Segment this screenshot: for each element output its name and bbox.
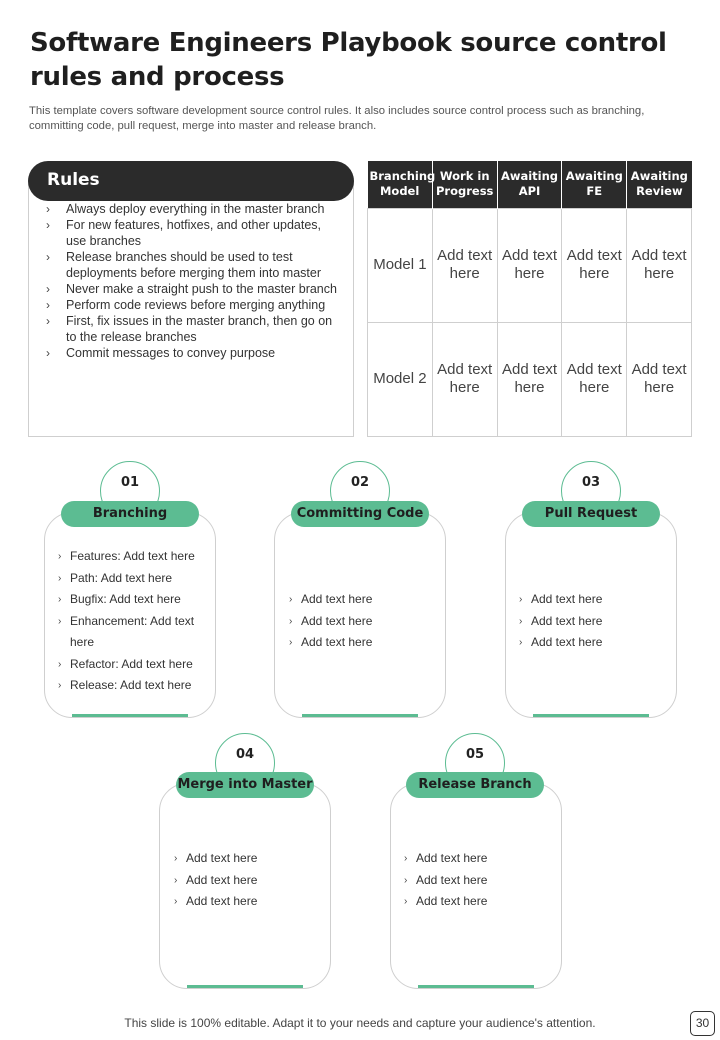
chevron-right-icon: › <box>404 853 408 864</box>
table-cell: Add text here <box>432 322 497 436</box>
table-header-cell: Awaiting API <box>497 161 562 208</box>
chevron-right-icon: › <box>46 202 50 216</box>
step-title-pill: Release Branch <box>406 772 544 798</box>
list-item: › Release: Add text here <box>58 675 208 697</box>
chevron-right-icon: › <box>404 874 408 886</box>
list-item: › Features: Add text here <box>58 546 208 568</box>
list-item: › Add text here <box>404 870 554 892</box>
rule-item: › Always deploy everything in the master branch <box>46 202 325 216</box>
table-cell: Add text here <box>627 322 692 436</box>
chevron-right-icon: › <box>46 282 50 296</box>
list-item: › Add text here <box>174 848 324 870</box>
branching-model-table <box>367 161 692 437</box>
table-cell: Add text here <box>562 322 627 436</box>
card-accent-line <box>187 985 303 988</box>
table-cell: Model 2 <box>368 322 433 436</box>
rule-item: › Release branches should be used to test deployments before merging them into master <box>46 250 321 280</box>
table-cell: Add text here <box>432 208 497 322</box>
chevron-right-icon: › <box>519 615 523 627</box>
step-number-badge: 01 <box>100 461 160 521</box>
rules-list <box>44 201 344 361</box>
chevron-right-icon: › <box>174 896 178 907</box>
step-list <box>58 546 208 697</box>
chevron-right-icon: › <box>289 637 293 648</box>
step-number-badge: 05 <box>445 733 505 793</box>
list-item: › Add text here <box>519 611 669 633</box>
rule-item: › Never make a straight push to the master branch <box>46 282 337 296</box>
table-header-cell: Awaiting Review <box>627 161 692 208</box>
page-title: Software Engineers Playbook source control rules and process <box>30 28 667 92</box>
list-item: › Refactor: Add text here <box>58 654 208 676</box>
table-cell: Add text here <box>497 322 562 436</box>
list-item: › Add text here <box>289 589 439 611</box>
rule-item: › Perform code reviews before merging anything <box>46 298 326 312</box>
card-accent-line <box>533 714 649 717</box>
step-list <box>174 848 324 913</box>
rule-item: › Commit messages to convey purpose <box>46 346 276 360</box>
list-item: › Add text here <box>404 848 554 870</box>
chevron-right-icon: › <box>404 896 408 907</box>
list-item: › Path: Add text here <box>58 568 208 590</box>
chevron-right-icon: › <box>58 658 62 670</box>
list-item: › Add text here <box>404 891 554 913</box>
card-accent-line <box>72 714 188 717</box>
step-number-badge: 02 <box>330 461 390 521</box>
step-number-badge: 04 <box>215 733 275 793</box>
step-title-pill: Merge into Master <box>176 772 314 798</box>
step-title-pill: Committing Code <box>291 501 429 527</box>
table-row <box>368 208 692 322</box>
chevron-right-icon: › <box>58 680 62 691</box>
rule-item: › For new features, hotfixes, and other updates, use branches <box>46 218 322 248</box>
list-item: › Bugfix: Add text here <box>58 589 208 611</box>
step-list <box>289 589 439 654</box>
chevron-right-icon: › <box>46 250 50 264</box>
chevron-right-icon: › <box>519 594 523 605</box>
list-item: › Add text here <box>289 611 439 633</box>
step-title-pill: Branching <box>61 501 199 527</box>
page-subtitle: This template covers software development source control rules. It also includes source control process such as branching, committing code, pull request, merge into master and release branch. <box>29 105 645 132</box>
chevron-right-icon: › <box>289 615 293 627</box>
card-accent-line <box>418 985 534 988</box>
chevron-right-icon: › <box>46 218 50 232</box>
table-cell: Add text here <box>562 208 627 322</box>
table-cell: Model 1 <box>368 208 433 322</box>
step-list <box>404 848 554 913</box>
list-item: › Add text here <box>289 632 439 654</box>
chevron-right-icon: › <box>58 572 62 584</box>
table-header-cell: Work in Progress <box>432 161 497 208</box>
chevron-right-icon: › <box>174 853 178 864</box>
chevron-right-icon: › <box>519 637 523 648</box>
table-header-row <box>368 161 692 208</box>
rule-item: › First, fix issues in the master branch, then go on to the release branches <box>46 314 333 344</box>
chevron-right-icon: › <box>289 594 293 605</box>
rules-heading: Rules <box>47 170 100 190</box>
chevron-right-icon: › <box>58 594 62 605</box>
card-accent-line <box>302 714 418 717</box>
chevron-right-icon: › <box>174 874 178 886</box>
table-header-cell: Awaiting FE <box>562 161 627 208</box>
chevron-right-icon: › <box>58 551 62 562</box>
chevron-right-icon: › <box>46 314 50 328</box>
page-number: 30 <box>690 1011 715 1036</box>
step-list <box>519 589 669 654</box>
chevron-right-icon: › <box>46 346 50 360</box>
chevron-right-icon: › <box>46 298 50 312</box>
list-item: › Add text here <box>174 870 324 892</box>
list-item: › Add text here <box>519 632 669 654</box>
chevron-right-icon: › <box>58 615 62 627</box>
list-item: › Add text here <box>174 891 324 913</box>
table-cell: Add text here <box>627 208 692 322</box>
table-cell: Add text here <box>497 208 562 322</box>
list-item: › Add text here <box>519 589 669 611</box>
step-number-badge: 03 <box>561 461 621 521</box>
footer-note: This slide is 100% editable. Adapt it to your needs and capture your audience's attention. <box>124 1016 596 1030</box>
table-header-cell: Branching Model <box>368 161 433 208</box>
table-row <box>368 322 692 436</box>
list-item: › Enhancement: Add text here <box>58 611 208 654</box>
step-title-pill: Pull Request <box>522 501 660 527</box>
rules-header <box>28 161 354 201</box>
